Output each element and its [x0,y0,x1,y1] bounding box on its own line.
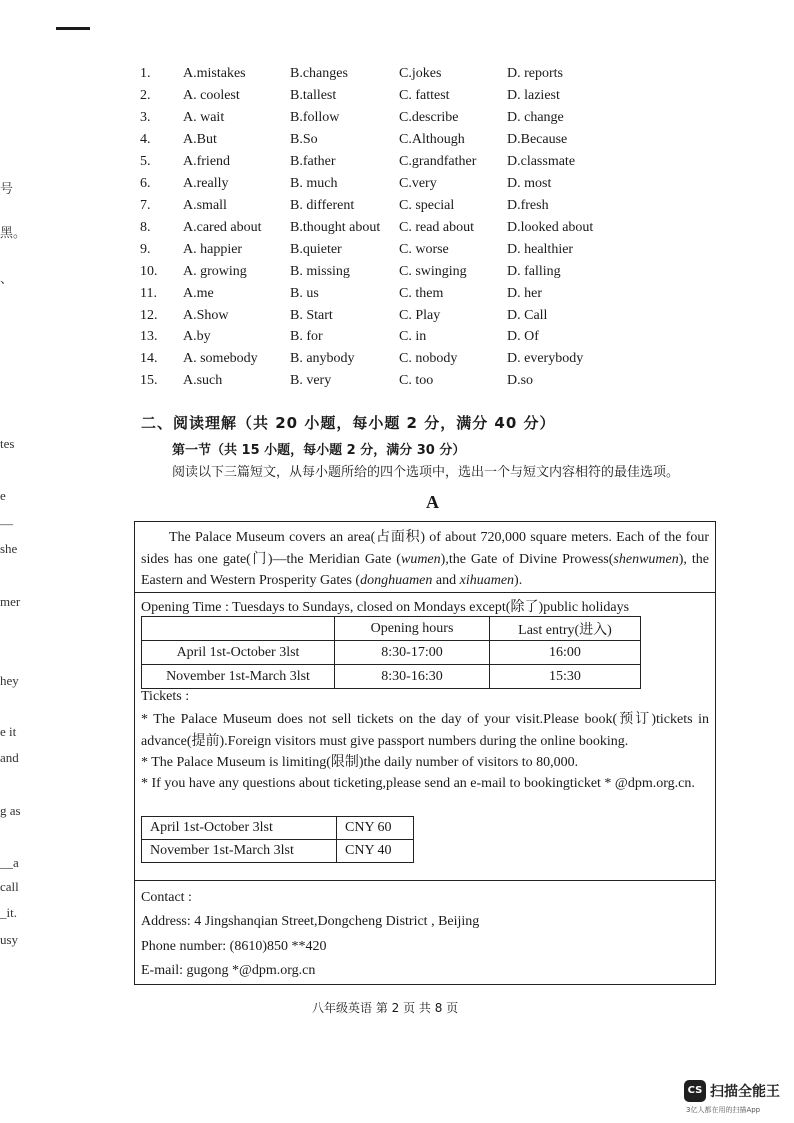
scanner-app-name: 扫描全能王 [710,1084,780,1100]
scanner-logo-icon: CS [684,1080,706,1102]
choice-row: 12. A.Show B. Start C. Play D. Call [140,308,548,323]
section-subtitle: 第一节（共 15 小题，每小题 2 分，满分 30 分） [172,443,466,458]
choice-row: 2. A. coolest B.tallest C. fattest D. laziest [140,88,560,103]
margin-fragment: she [0,541,18,556]
opening-hours-table [141,616,641,689]
margin-fragment: usy [0,932,19,947]
section-title: 二、阅读理解（共 20 小题，每小题 2 分，满分 40 分） [141,414,556,432]
top-edge-mark [56,27,90,30]
contact-box [134,880,716,985]
choice-row: 6. A.really B. much C.very D. most [140,176,552,191]
margin-fragment: 、 [0,271,14,286]
choice-row: 14. A. somebody B. anybody C. nobody D. everybody [140,351,584,366]
margin-fragment: e it [0,724,17,739]
choice-row: 10. A. growing B. missing C. swinging D. falling [140,264,561,279]
table-row: April 1st-October 3lst CNY 60 [142,817,414,840]
choice-row: 3. A. wait B.follow C.describe D. change [140,110,564,125]
ticket-note: * The Palace Museum is limiting(限制)the daily number of visitors to 80,000. [141,755,579,770]
ticket-info-box [134,592,716,881]
passage-letter: A [426,492,439,512]
ticket-price-table [141,816,414,863]
choice-row: 11. A.me B. us C. them D. her [140,286,542,301]
margin-fragment: __a [0,855,19,870]
passage-intro: The Palace Museum covers an area(占面积) of about 720,000 square meters. Each of the four sides has one gate(门)—the Meridian Gate (wumen),the Gate of Divine Prowess(shenwumen), the Eastern and Western Prosperity Gates (donghuamen and xihuamen). [141,530,710,588]
choice-row: 8. A.cared about B.thought about C. read about D.looked about [140,220,594,235]
table-row: April 1st-October 3lst 8:30-17:00 16:00 [142,641,641,665]
margin-fragment: hey [0,673,19,688]
ticket-note: * If you have any questions about ticketing,please send an e-mail to bookingticket * @dpm.org.cn. [141,776,695,791]
margin-fragment: 黑。 [0,225,27,240]
tickets-label: Tickets : [141,689,190,704]
margin-fragment: _it. [0,905,17,920]
table-row: November 1st-March 3lst CNY 40 [142,840,414,863]
choice-row: 4. A.But B.So C.Although D.Because [140,132,568,147]
choice-row: 13. A.by B. for C. in D. Of [140,329,539,344]
section-instruction: 阅读以下三篇短文，从每小题所给的四个选项中，选出一个与短文内容相符的最佳选项。 [172,465,680,480]
contact-email: E-mail: gugong *@dpm.org.cn [141,963,316,978]
ticket-note: * The Palace Museum does not sell tickets on the day of your visit.Please book(预订)tickets in advance(提前).Foreign visitors must give passport numbers during the online booking. [141,712,709,749]
choice-row: 7. A.small B. different C. special D.fresh [140,198,549,213]
contact-phone: Phone number: (8610)850 **420 [141,939,327,954]
contact-address: Address: 4 Jingshanqian Street,Dongcheng District , Beijing [141,914,480,929]
margin-fragment: e [0,488,6,503]
choice-row: 9. A. happier B.quieter C. worse D. healthier [140,242,574,257]
contact-label: Contact : [141,890,192,905]
choice-row: 1. A.mistakes B.changes C.jokes D. reports [140,66,563,81]
margin-fragment: call [0,879,19,894]
scanner-app-tagline: 3亿人都在用的扫描App [686,1106,761,1114]
margin-fragment: tes [0,436,15,451]
table-row: November 1st-March 3lst 8:30-16:30 15:30 [142,665,641,689]
margin-fragment: g as [0,803,21,818]
margin-fragment: and [0,750,19,765]
margin-fragment: mer [0,594,21,609]
opening-time: Opening Time : Tuesdays to Sundays, closed on Mondays except(除了)public holidays [141,600,630,615]
choice-row: 15. A.such B. very C. too D.so [140,373,534,388]
margin-fragment: 号 [0,181,14,196]
page-footer: 八年级英语 第 2 页 共 8 页 [312,1001,459,1015]
margin-fragment: — [0,516,13,531]
passage-intro-box [134,521,716,593]
table-row: Opening hours Last entry(进入) [142,617,641,641]
choice-row: 5. A.friend B.father C.grandfather D.classmate [140,154,576,169]
